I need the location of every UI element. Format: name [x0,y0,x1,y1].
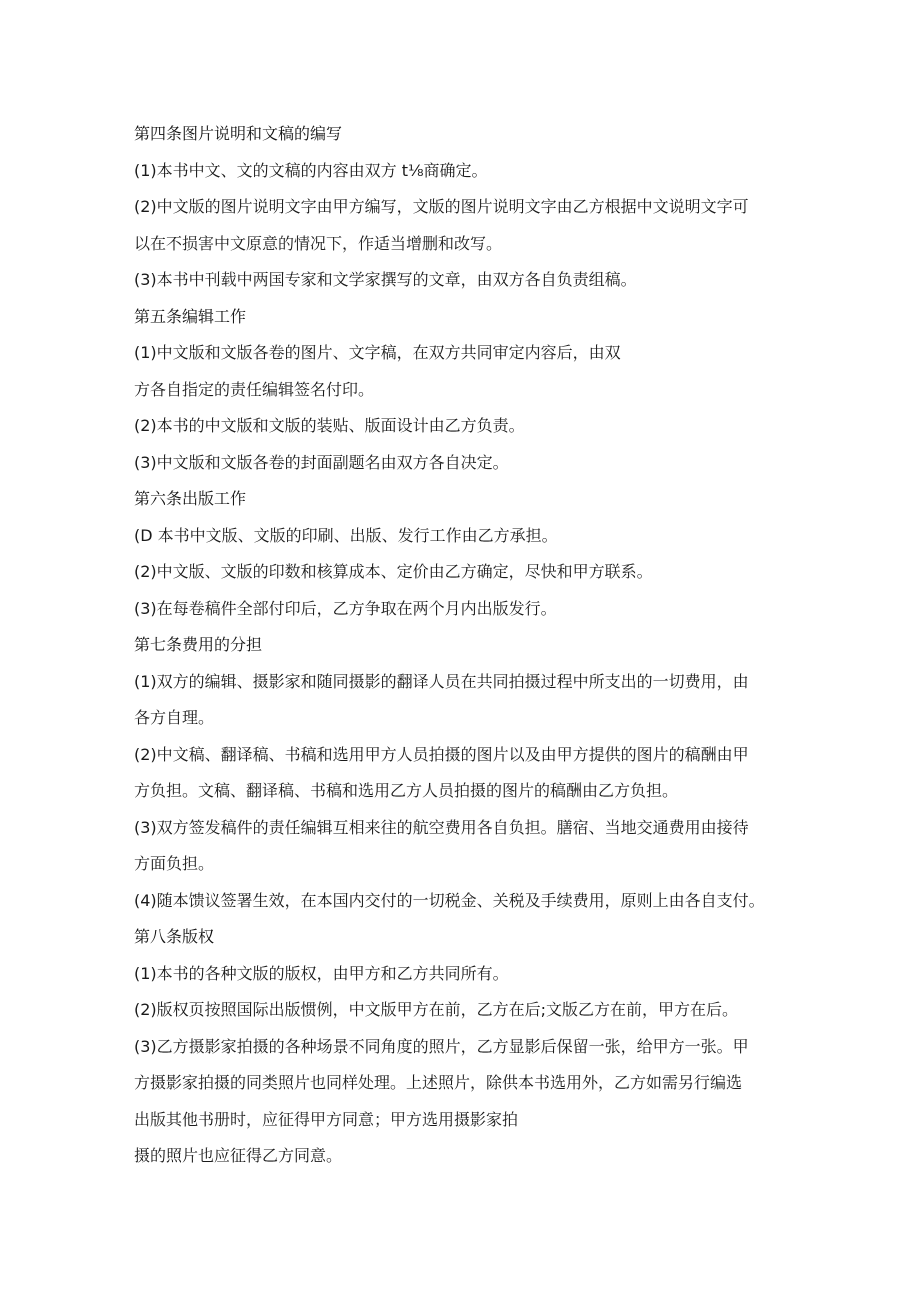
article-4-clause-2-line-2: 以在不损害中文原意的情况下，作适当增删和改写。 [134,233,503,253]
article-7-clause-1-line-2: 各方自理。 [134,708,215,727]
article-5-clause-1-line-2: 方各自指定的责任编辑签名付印。 [134,379,375,399]
article-6-clause-2: (2)中文版、文版的印数和核算成本、定价由乙方确定，尽快和甲方联系。 [134,562,653,581]
document-body [134,116,794,1175]
article-6-clause-3: (3)在每卷稿件全部付印后，乙方争取在两个月内出版发行。 [134,598,557,618]
article-7-clause-1-line-1: (1)双方的编辑、摄影家和随同摄影的翻译人员在共同拍摄过程中所支出的一切费用，由 [134,671,749,691]
article-7-clause-2-line-2: 方负担。文稿、翻译稿、书稿和选用乙方人员拍摄的图片的稿酬由乙方负担。 [134,781,679,800]
article-4-clause-3: (3)本书中刊载中两国专家和文学家撰写的文章，由双方各自负责组稿。 [134,270,637,289]
article-8-heading: 第八条版权 [134,927,215,946]
article-8-clause-2: (2)版权页按照国际出版惯例，中文版甲方在前，乙方在后;文版乙方在前，甲方在后。 [134,1000,739,1019]
article-8-clause-3-line-4: 摄的照片也应征得乙方同意。 [134,1146,343,1165]
article-6-clause-1: (D 本书中文版、文版的印刷、出版、发行工作由乙方承担。 [134,525,558,545]
article-4-clause-1: (1)本书中文、文的文稿的内容由双方 t⅛商确定。 [134,160,488,180]
article-4-clause-2-line-1: (2)中文版的图片说明文字由甲方编写，文版的图片说明文字由乙方根据中文说明文字可 [134,197,749,216]
article-6-heading: 第六条出版工作 [134,489,247,508]
article-4-heading: 第四条图片说明和文稿的编写 [134,124,343,143]
article-7-heading: 第七条费用的分担 [134,635,263,654]
article-7-clause-3-line-1: (3)双方签发稿件的责任编辑互相来往的航空费用各自负担。膳宿、当地交通费用由接待 [134,817,749,837]
article-8-clause-3-line-1: (3)乙方摄影家拍摄的各种场景不同角度的照片，乙方显影后保留一张，给甲方一张。甲 [134,1036,749,1056]
article-8-clause-3-line-2: 方摄影家拍摄的同类照片也同样处理。上述照片，除供本书选用外，乙方如需另行编选 [134,1073,743,1092]
article-7-clause-2-line-1: (2)中文稿、翻译稿、书稿和选用甲方人员拍摄的图片以及由甲方提供的图片的稿酬由甲 [134,744,749,764]
article-5-clause-2: (2)本书的中文版和文版的装贴、版面设计由乙方负责。 [134,416,525,435]
article-7-clause-4: (4)随本馈议签署生效，在本国内交付的一切税金、关税及手续费用，原则上由各自支付。 [134,890,765,910]
article-7-clause-3-line-2: 方面负担。 [134,854,215,873]
article-8-clause-3-line-3: 出版其他书册时，应征得甲方同意；甲方选用摄影家拍 [134,1109,519,1129]
article-5-clause-1-line-1: (1)中文版和文版各卷的图片、文字稿，在双方共同审定内容后，由双 [134,343,621,362]
article-5-clause-3: (3)中文版和文版各卷的封面副题名由双方各自决定。 [134,452,509,472]
article-8-clause-1: (1)本书的各种文版的版权，由甲方和乙方共同所有。 [134,963,509,983]
article-5-heading: 第五条编辑工作 [134,306,247,326]
